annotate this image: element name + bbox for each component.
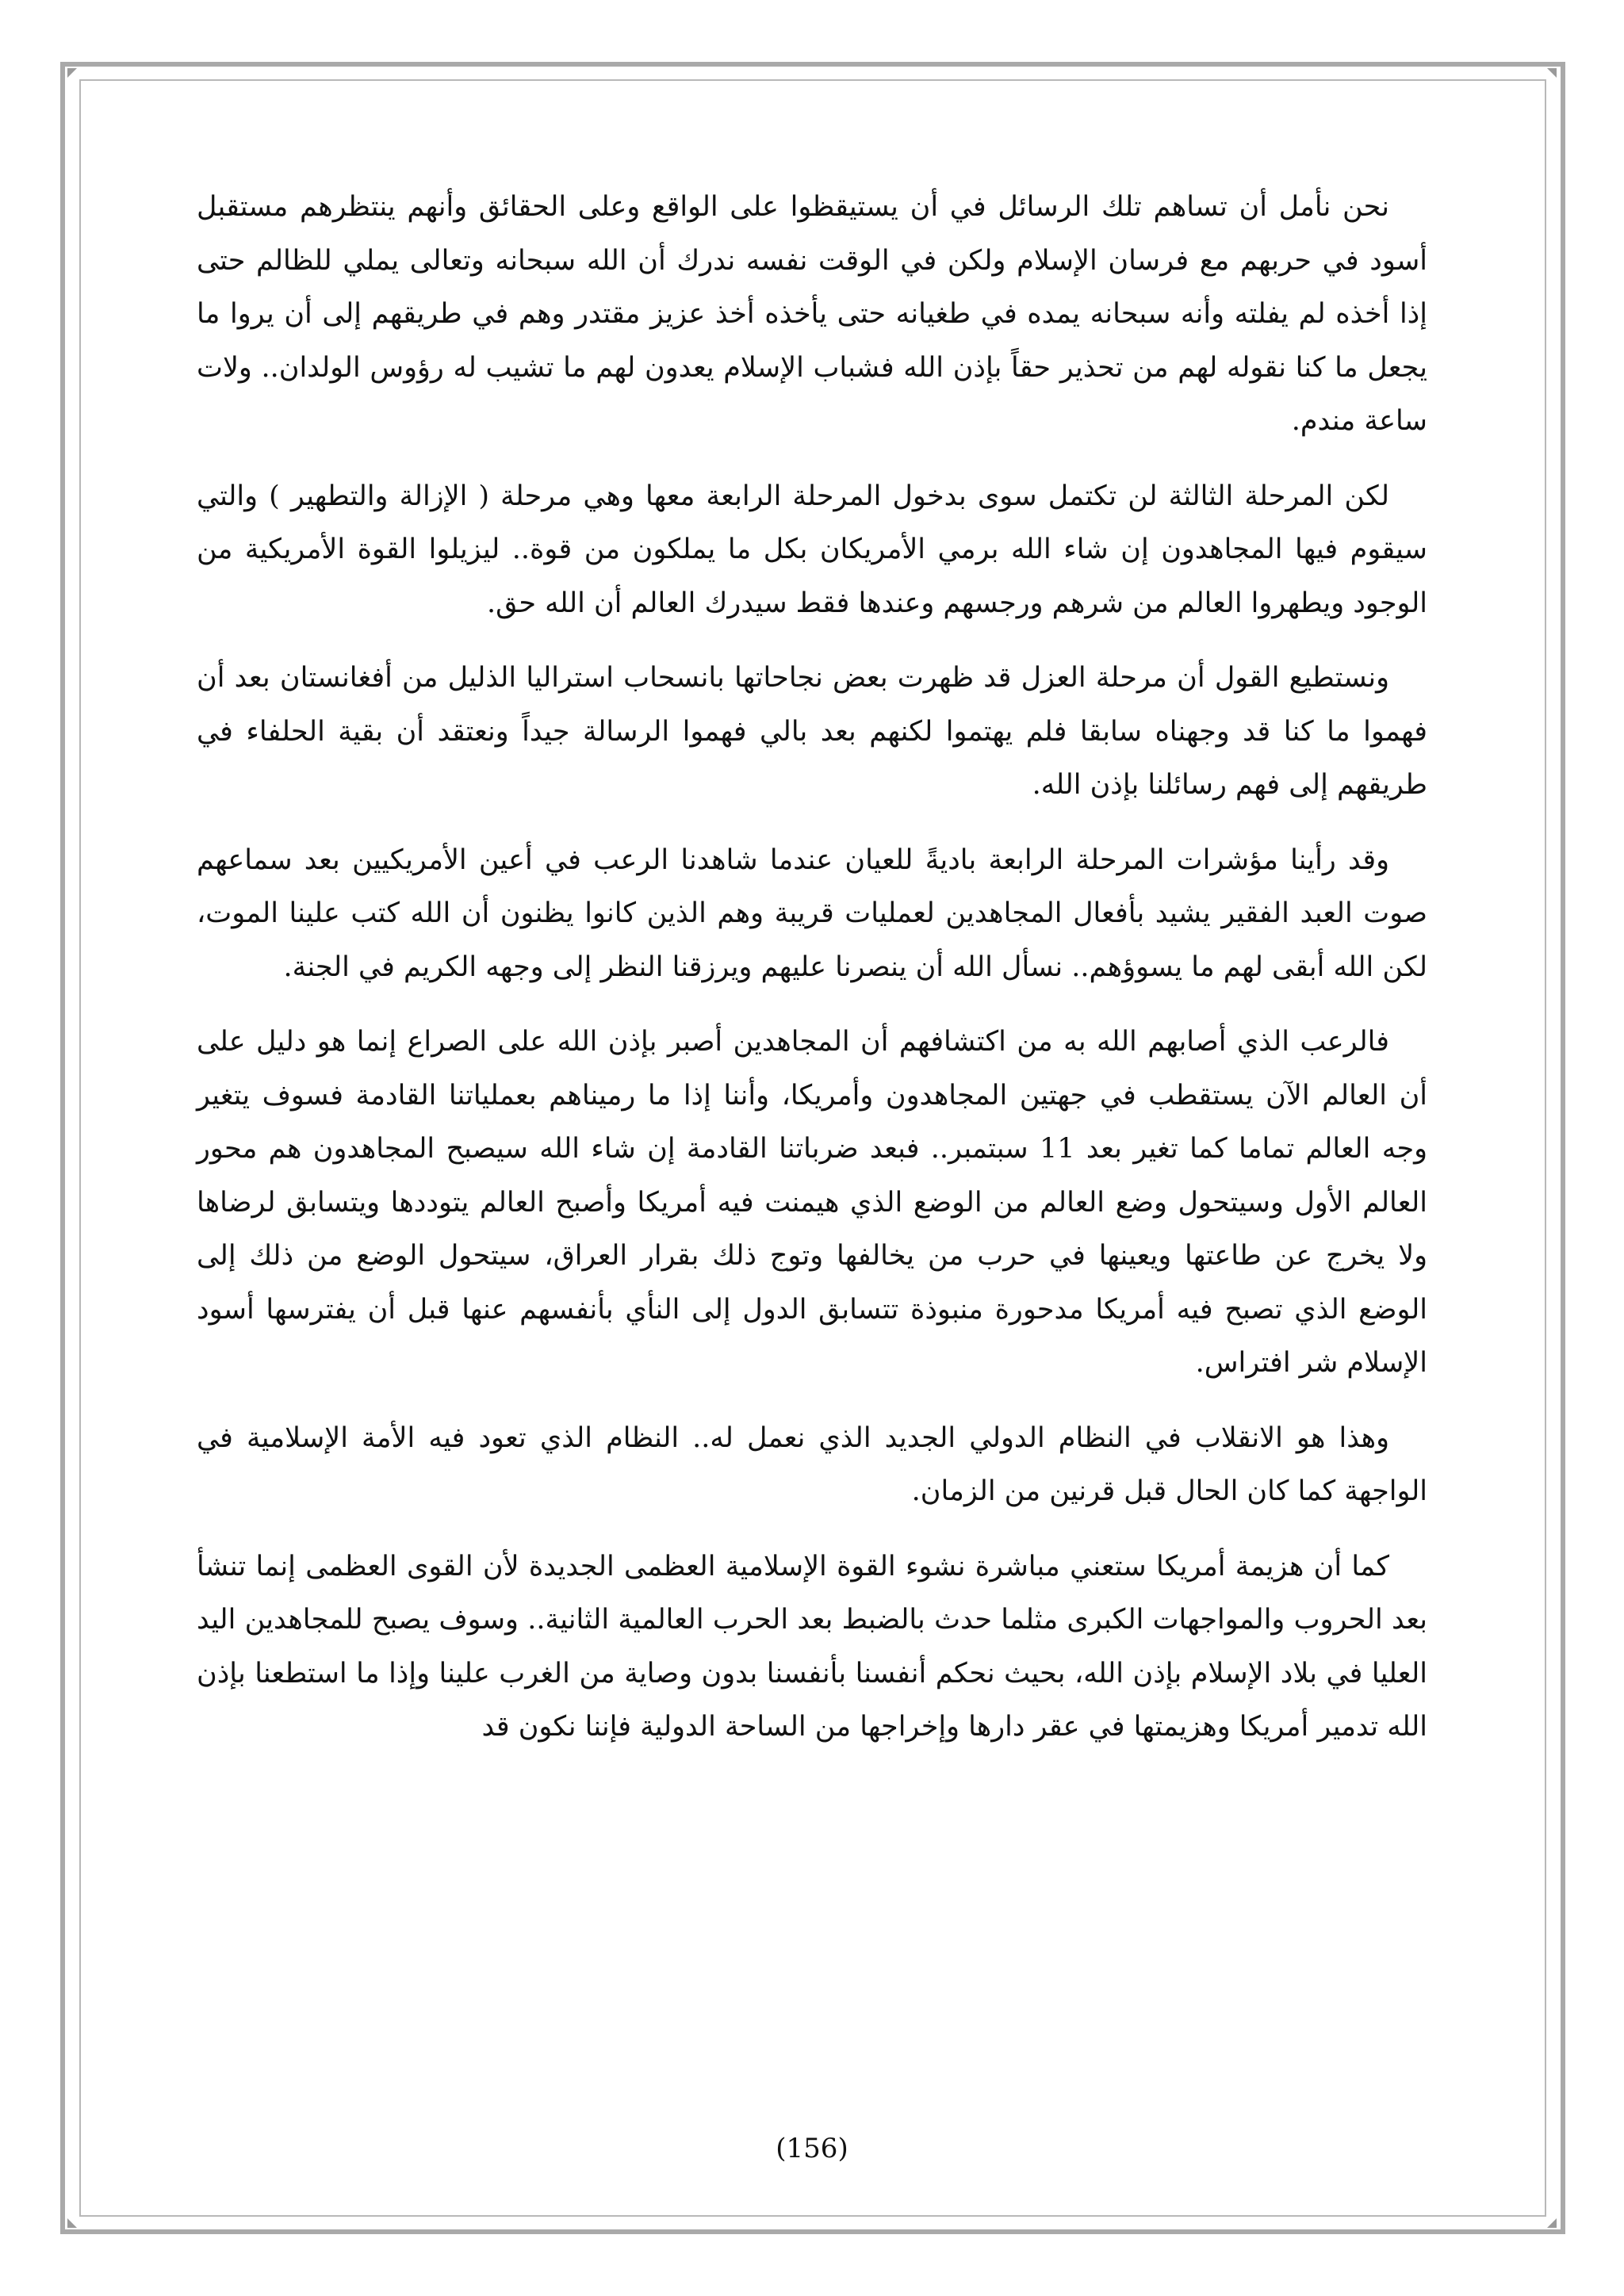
paragraph-4: وقد رأينا مؤشرات المرحلة الرابعة باديةً للعيان عندما شاهدنا الرعب في أعين الأمريكيين بعد سماعهم صوت العبد الفقير يشيد بأفعال المجاهدين لعمليات قريبة وهم الذين كانوا يظنون أن الله كتب علينا الموت، لكن الله أبقى لهم ما يسوؤهم.. نسأل الله أن ينصرنا عليهم ويرزقنا النظر إلى وجهه الكريم في الجنة. bbox=[197, 844, 1427, 983]
corner-ornament-top-left bbox=[67, 68, 77, 78]
paragraph-3: ونستطيع القول أن مرحلة العزل قد ظهرت بعض نجاحاتها بانسحاب استراليا الذليل من أفغانستان بعد أن فهموا ما كنا قد وجهناه سابقا فلم يهتموا لكنهم بعد بالي فهموا الرسالة جيداً ونعتقد أن بقية الحلفاء في طريقهم إلى فهم رسائلنا بإذن الله. bbox=[197, 662, 1427, 801]
paragraph-6: وهذا هو الانقلاب في النظام الدولي الجديد الذي نعمل له.. النظام الذي تعود فيه الأمة الإسلامية في الواجهة كما كان الحال قبل قرنين من الزمان. bbox=[197, 1422, 1427, 1507]
page-body bbox=[197, 181, 1427, 1776]
paragraph-5: فالرعب الذي أصابهم الله به من اكتشافهم أن المجاهدين أصبر بإذن الله على الصراع إنما هو دليل على أن العالم الآن يستقطب في جهتين المجاهدون وأمريكا، وأننا إذا ما رميناهم بعملياتنا القادمة فسوف يتغير وجه العالم تماما كما تغير بعد 11 سبتمبر.. فبعد ضرباتنا القادمة إن شاء الله سيصبح المجاهدون هم محور العالم الأول وسيتحول وضع العالم من الوضع الذي هيمنت فيه أمريكا وأصبح العالم يتوددها ويتسابق لرضاها ولا يخرج عن طاعتها ويعينها في حرب من يخالفها وتوج ذلك بقرار العراق، سيتحول الوضع من ذلك إلى الوضع الذي تصبح فيه أمريكا مدحورة منبوذة تتسابق الدول إلى النأي بأنفسهم عنها قبل أن يفترسها أسود الإسلام شر افتراس. bbox=[197, 1026, 1428, 1379]
paragraph-7: كما أن هزيمة أمريكا ستعني مباشرة نشوء القوة الإسلامية العظمى الجديدة لأن القوى العظمى إنما تنشأ بعد الحروب والمواجهات الكبرى مثلما حدث بالضبط بعد الحرب العالمية الثانية.. وسوف يصبح للمجاهدين اليد العليا في بلاد الإسلام بإذن الله، بحيث نحكم أنفسنا بأنفسنا بدون وصاية من الغرب علينا وإذا ما استطعنا بإذن الله تدمير أمريكا وهزيمتها في عقر دارها وإخراجها من الساحة الدولية فإننا نكون قد bbox=[197, 1550, 1427, 1743]
page-number: (156) bbox=[776, 2133, 848, 2164]
paragraph-1: نحن نأمل أن تساهم تلك الرسائل في أن يستيقظوا على الواقع وعلى الحقائق وأنهم ينتظرهم مستقبل أسود في حربهم مع فرسان الإسلام ولكن في الوقت نفسه ندرك أن الله سبحانه وتعالى يملي للظالم حتى إذا أخذه لم يفلته وأنه سبحانه يمده في طغيانه حتى يأخذه أخذ عزيز مقتدر وهم في طريقهم إلى أن يروا ما يجعل ما كنا نقوله لهم من تحذير حقاً بإذن الله فشباب الإسلام يعدون لهم ما تشيب له رؤوس الولدان.. ولات ساعة مندم. bbox=[197, 191, 1427, 437]
paragraph-2: لكن المرحلة الثالثة لن تكتمل سوى بدخول المرحلة الرابعة معها وهي مرحلة ( الإزالة والتطهير ) والتي سيقوم فيها المجاهدون إن شاء الله برمي الأمريكان بكل ما يملكون من قوة.. ليزيلوا القوة الأمريكية من الوجود ويطهروا العالم من شرهم ورجسهم وعندها فقط سيدرك العالم أن الله حق. bbox=[197, 480, 1427, 619]
corner-ornament-bottom-right bbox=[1547, 2218, 1557, 2228]
corner-ornament-top-right bbox=[1547, 68, 1557, 78]
corner-ornament-bottom-left bbox=[67, 2218, 77, 2228]
